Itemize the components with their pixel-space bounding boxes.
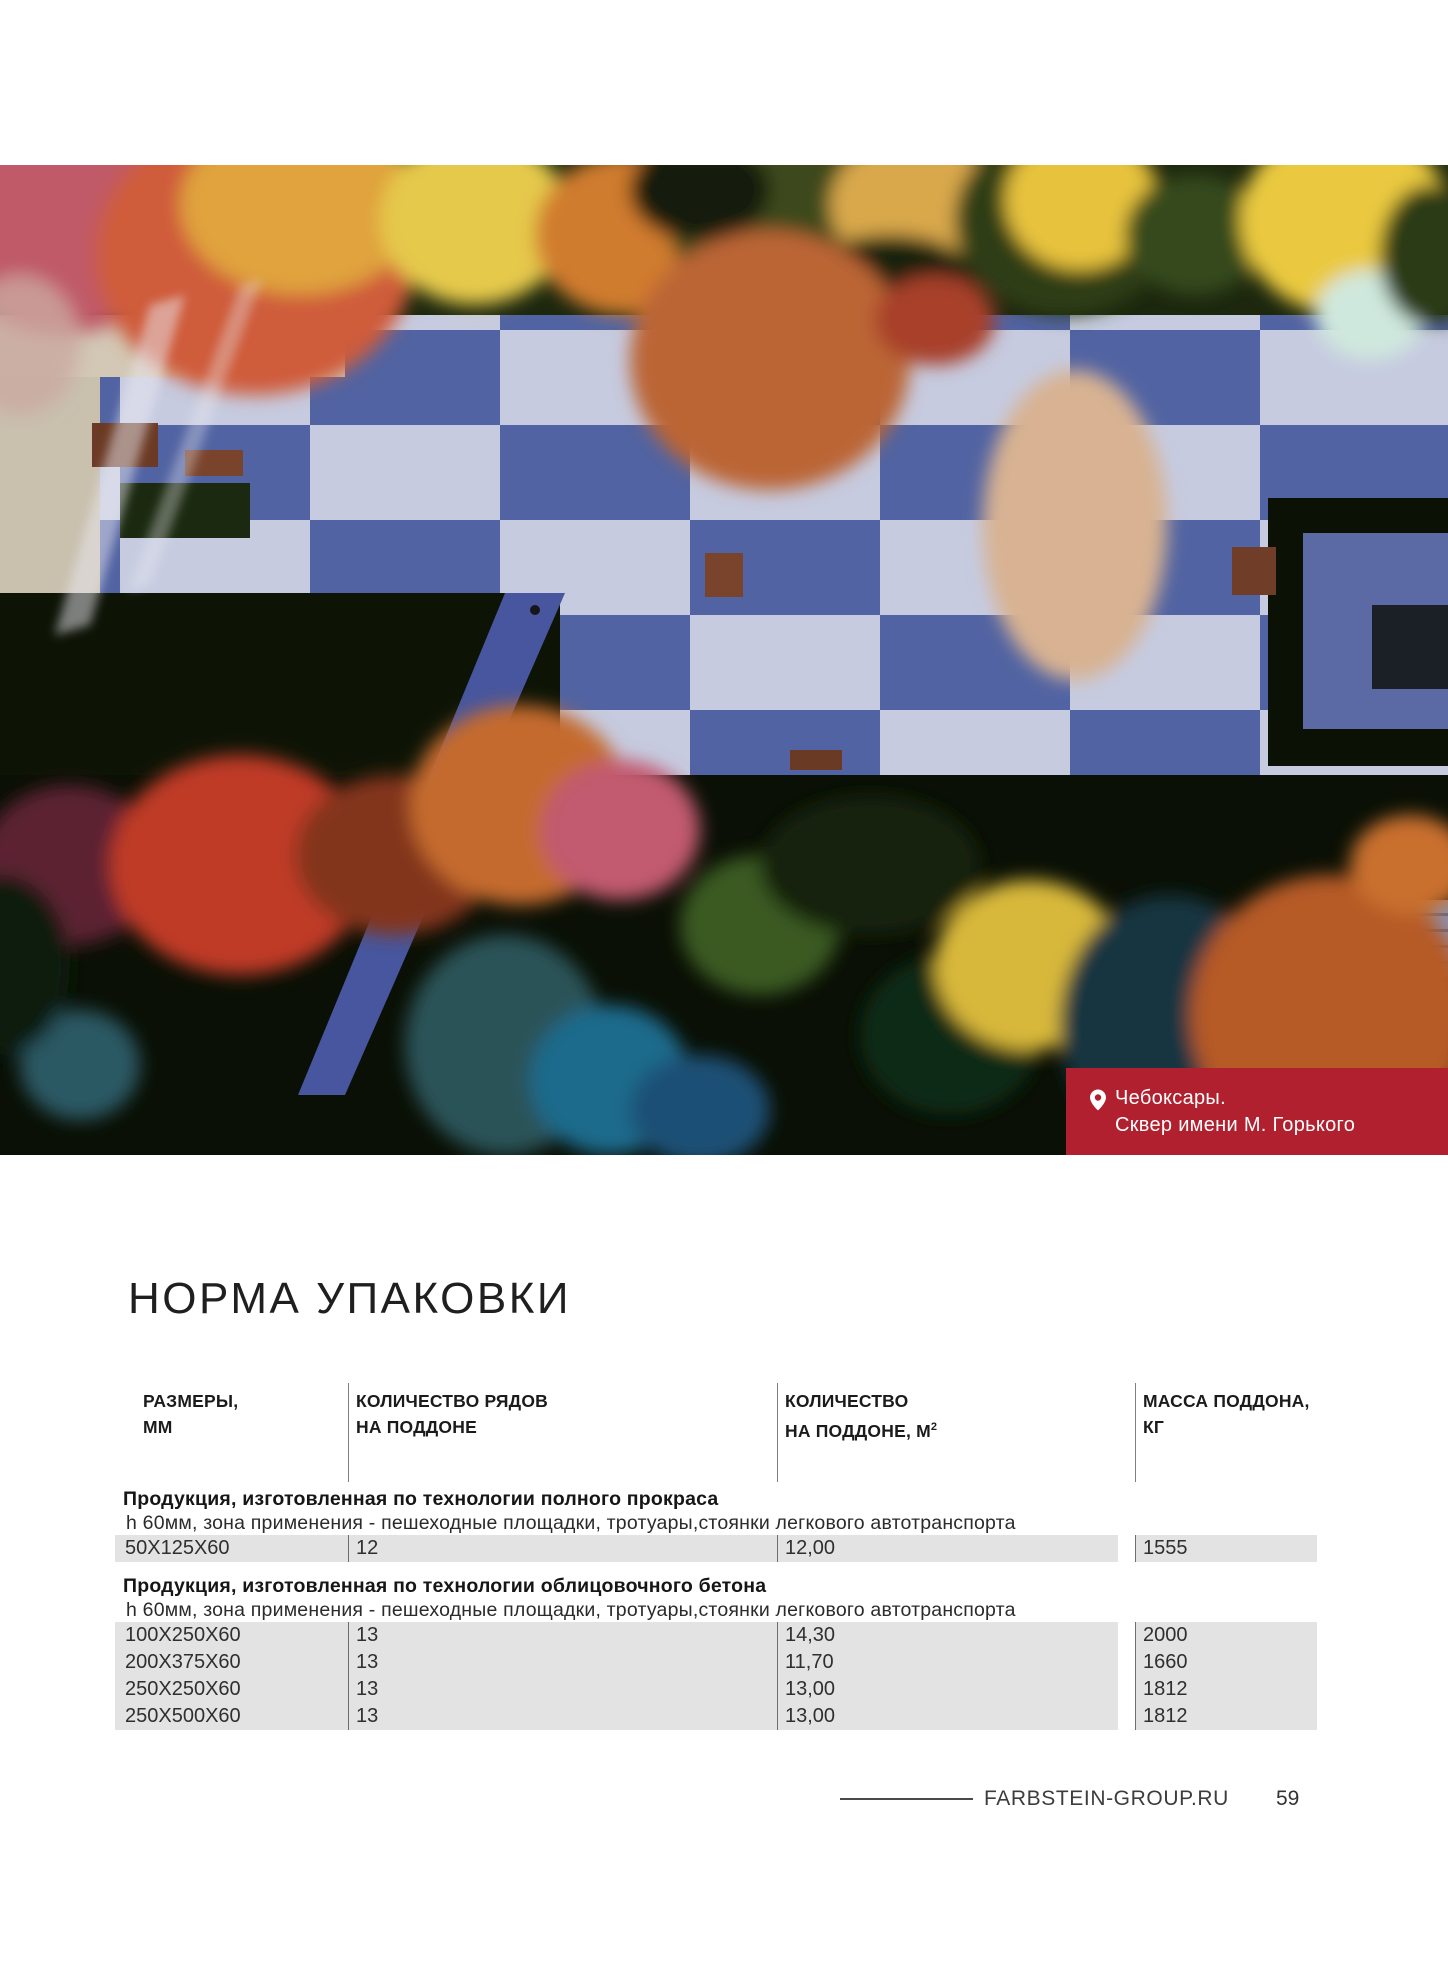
page-title: НОРМА УПАКОВКИ [128, 1274, 571, 1323]
aerial-photo [0, 165, 1448, 1155]
section-rows-facing-concrete [115, 1622, 1317, 1730]
table-header-row [115, 1383, 1317, 1482]
table-row: 200Х375Х60 13 11,70 1660 [115, 1649, 1317, 1676]
table-row: 250Х250Х60 13 13,00 1812 [115, 1676, 1317, 1703]
packing-norms-table [115, 1383, 1317, 1730]
table-row: 50Х125Х60 12 12,00 1555 [115, 1535, 1317, 1562]
footer-website: FARBSTEIN-GROUP.RU [984, 1787, 1229, 1810]
table-row: 100Х250Х60 13 14,30 2000 [115, 1622, 1317, 1649]
section-subtitle-full-color: h 60мм, зона применения - пешеходные площадки, тротуары,стоянки легкового автотранспорта [126, 1512, 1016, 1534]
caption-place: Сквер имени М. Горького [1115, 1113, 1356, 1136]
col-header-area-per-pallet: КОЛИЧЕСТВО НА ПОДДОНЕ, $М^2$ [777, 1383, 1135, 1482]
table-row: 250Х500Х60 13 13,00 1812 [115, 1703, 1317, 1730]
section-subtitle-facing-concrete: h 60мм, зона применения - пешеходные площадки, тротуары,стоянки легкового автотранспорта [126, 1599, 1016, 1621]
footer-rule [840, 1798, 973, 1800]
caption-city: Чебоксары. [1115, 1086, 1226, 1109]
section-title-facing-concrete: Продукция, изготовленная по технологии облицовочного бетона [123, 1575, 767, 1597]
photo-location-badge [1066, 1068, 1448, 1155]
aerial-photo-illustration [0, 165, 1448, 1155]
footer-page-number: 59 [1275, 1787, 1300, 1810]
section-title-full-color: Продукция, изготовленная по технологии полного прокраса [123, 1488, 719, 1510]
col-header-sizes: РАЗМЕРЫ, ММ [143, 1391, 239, 1437]
section-rows-full-color [115, 1535, 1317, 1562]
page-footer [840, 1785, 1340, 1813]
col-header-pallet-mass: МАССА ПОДДОНА, КГ [1135, 1383, 1317, 1482]
col-header-rows-per-pallet: КОЛИЧЕСТВО РЯДОВ НА ПОДДОНЕ [348, 1383, 777, 1482]
location-pin-icon [1090, 1089, 1106, 1111]
